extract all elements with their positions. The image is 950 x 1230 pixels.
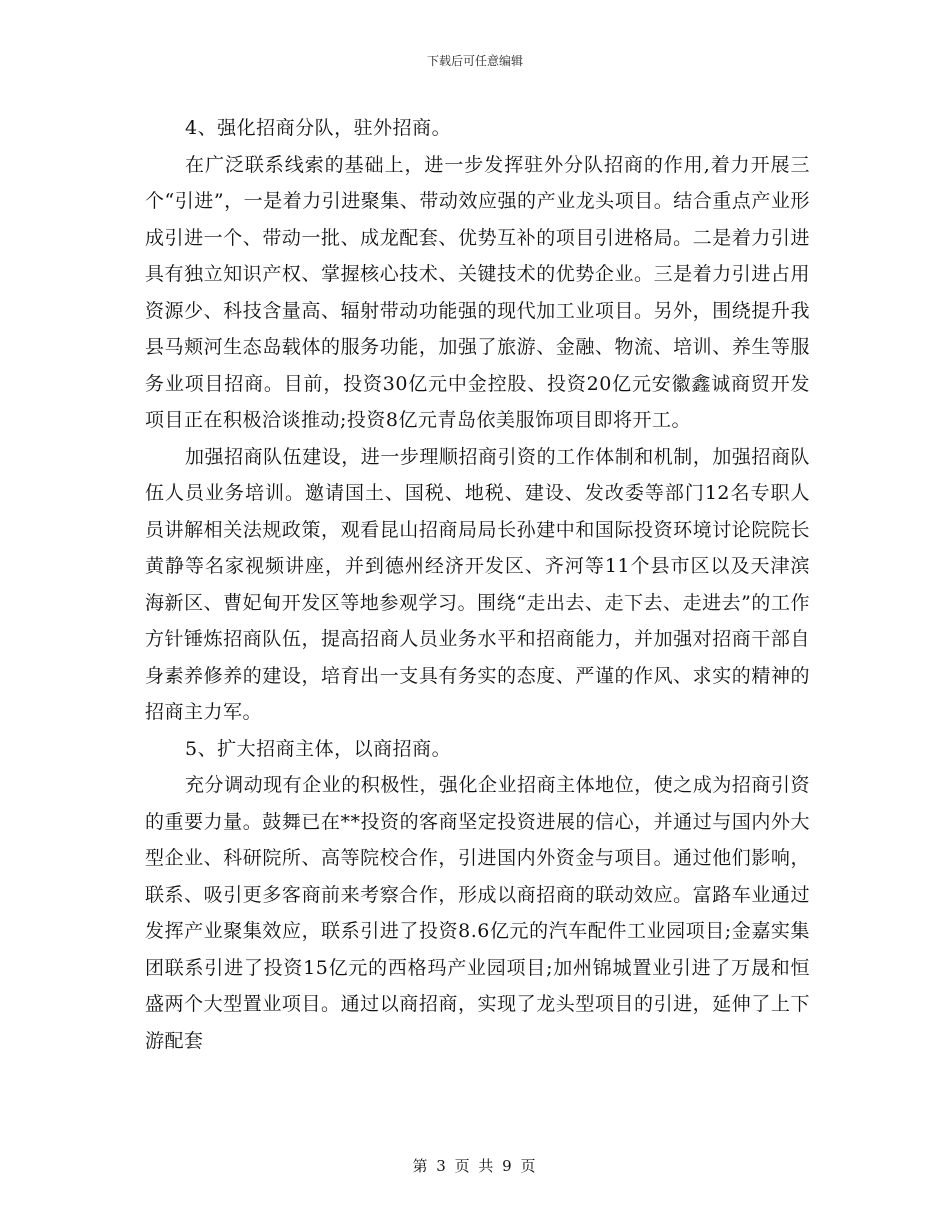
paragraph-investment-introduction: 在广泛联系线索的基础上，进一步发挥驻外分队招商的作用,着力开展三个“引进”，一是着力引进聚集、带动效应强的产业龙头项目。结合重点产业形成引进一个、带动一批、成龙配套、优势互补的项目引进格局。二是着力引进具有独立知识产权、掌握核心技术、关键技术的优势企业。三是着力引进占用资源少、科技含量高、辐射带动功能强的现代加工业项目。另外，围绕提升我县马颊河生态岛载体的服务功能，加强了旅游、金融、物流、培训、养生等服务业项目招商。目前，投资30亿元中金控股、投资20亿元安徽鑫诚商贸开发项目正在积极洽谈推动;投资8亿元青岛依美服饰项目即将开工。 xyxy=(145,153,810,431)
section-heading-4: 4、强化招商分队，驻外招商。 xyxy=(185,117,452,139)
page-header: 下载后可任意编辑 xyxy=(426,54,523,68)
document-body xyxy=(145,110,810,1059)
paragraph-business-attraction: 充分调动现有企业的积极性，强化企业招商主体地位，使之成为招商引资的重要力量。鼓舞已在**投资的客商坚定投资进展的信心，并通过与国内外大型企业、科研院所、高等院校合作，引进国内外资金与项目。通过他们影响，联系、吸引更多客商前来考察合作，形成以商招商的联动效应。富路车业通过发挥产业聚集效应，联系引进了投资8.6亿元的汽车配件工业园项目;金嘉实集团联系引进了投资15亿元的西格玛产业园项目;加州锦城置业引进了万晟和恒盛两个大型置业项目。通过以商招商，实现了龙头型项目的引进，延伸了上下游配套 xyxy=(145,774,810,1052)
page-number-footer: 第 3 页 共 9 页 xyxy=(412,1157,538,1175)
paragraph-team-building: 加强招商队伍建设，进一步理顺招商引资的工作体制和机制，加强招商队伍人员业务培训。邀请国土、国税、地税、建设、发改委等部门12名专职人员讲解相关法规政策，观看昆山招商局局长孙建中和国际投资环境讨论院院长黄静等名家视频讲座，并到德州经济开发区、齐河等11个县市区以及天津滨海新区、曹妃甸开发区等地参观学习。围绕“走出去、走下去、走进去”的工作方针锤炼招商队伍，提高招商人员业务水平和招商能力，并加强对招商干部自身素养修养的建设，培育出一支具有务实的态度、严谨的作风、求实的精神的招商主力军。 xyxy=(145,445,810,723)
section-heading-5: 5、扩大招商主体，以商招商。 xyxy=(185,737,452,760)
